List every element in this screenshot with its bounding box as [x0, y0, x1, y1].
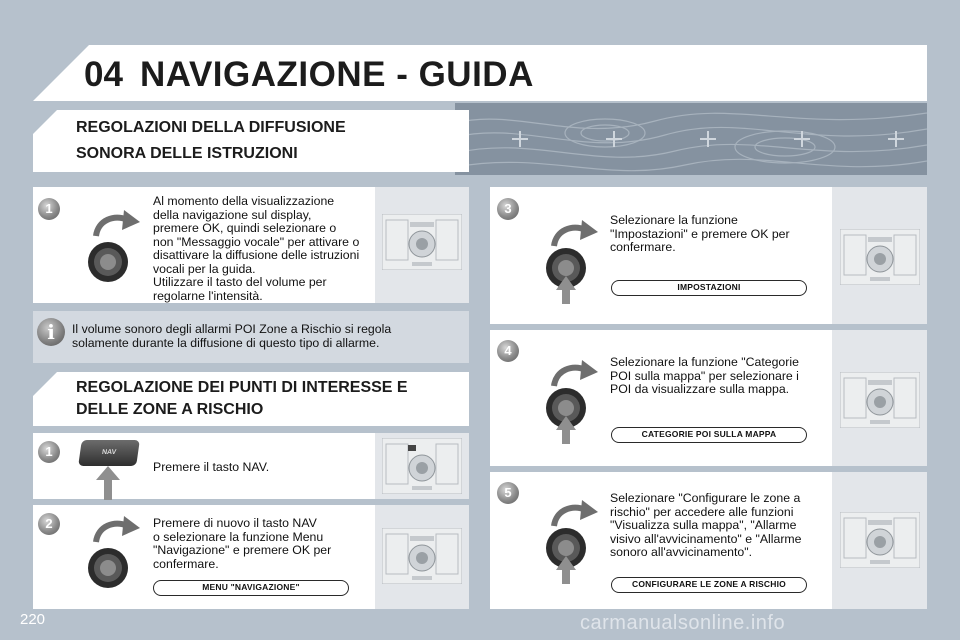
text-line: solamente durante la diffusione di questo tipo di allarme. — [72, 336, 380, 350]
text-line: confermare. — [610, 240, 676, 254]
press-arrow-icon — [96, 466, 120, 500]
text-line: confermare. — [153, 556, 219, 571]
page-title: NAVIGAZIONE - GUIDA — [140, 55, 534, 94]
text-line: POI da visualizzare sulla mappa. — [610, 382, 790, 396]
text-line: Selezionare la funzione "Categorie — [610, 355, 799, 369]
text-line: Selezionare la funzione — [610, 213, 738, 227]
step-text: Premere il tasto NAV. — [153, 460, 270, 474]
section-heading-notch — [33, 110, 57, 134]
section-title-line1: REGOLAZIONI DELLA DIFFUSIONE — [76, 119, 346, 136]
text-line: Premere di nuovo il tasto NAV — [153, 516, 317, 530]
text-line: rischio" per accedere alle funzioni — [610, 504, 794, 519]
section-heading-notch — [33, 372, 57, 396]
header-notch — [33, 45, 89, 101]
radio-console-icon — [382, 438, 462, 494]
nav-key-icon: NAV — [78, 440, 140, 466]
text-line: "Visualizza sulla mappa", "Allarme — [610, 518, 797, 532]
text-line: visivo all'avvicinamento" e "Allarme — [610, 531, 802, 546]
page-number: 220 — [20, 611, 46, 628]
step-badge: 5 — [497, 482, 519, 504]
step-text — [153, 195, 373, 303]
rotary-knob-icon — [542, 356, 602, 444]
text-line: "Impostazioni" e premere OK per — [610, 226, 790, 241]
text-line: regolarne l'intensità. — [153, 288, 263, 303]
radio-console-icon — [840, 372, 920, 428]
step-badge: 4 — [497, 340, 519, 362]
info-note-text — [72, 322, 462, 350]
map-banner — [455, 103, 927, 175]
section-title-line1: REGOLAZIONE DEI PUNTI DI INTERESSE E — [76, 379, 408, 396]
text-line: POI sulla mappa" per selezionare i — [610, 368, 799, 383]
text-line: premere OK, quindi selezionare o — [153, 221, 337, 235]
menu-label-pill: MENU "NAVIGAZIONE" — [153, 580, 349, 596]
rotary-knob-icon — [84, 512, 144, 594]
text-line: "Navigazione" e premere OK per — [153, 543, 332, 557]
text-line: vocali per la guida. — [153, 261, 256, 276]
info-icon: i — [37, 318, 65, 346]
text-line: o selezionare la funzione Menu — [153, 529, 324, 544]
step-badge: 1 — [38, 441, 60, 463]
menu-label-pill: IMPOSTAZIONI — [611, 280, 807, 296]
step-text — [610, 492, 825, 560]
text-line: Il volume sonoro degli allarmi POI Zone a Rischio si regola — [72, 322, 392, 336]
chapter-number: 04 — [84, 55, 123, 94]
text-line: disattivare la diffusione delle istruzioni — [153, 248, 360, 262]
menu-label-pill: CONFIGURARE LE ZONE A RISCHIO — [611, 577, 807, 593]
text-line: Utilizzare il tasto del volume per — [153, 275, 327, 289]
watermark: carmanualsonline.info — [580, 612, 786, 634]
text-line: Selezionare "Configurare le zone a — [610, 491, 801, 505]
radio-console-icon — [840, 512, 920, 568]
text-line: Al momento della visualizzazione — [153, 194, 335, 208]
step-text — [153, 517, 363, 571]
step-badge: 3 — [497, 198, 519, 220]
section-title-line2: DELLE ZONE A RISCHIO — [76, 401, 264, 418]
step-badge: 2 — [38, 513, 60, 535]
radio-console-icon — [840, 229, 920, 285]
text-line: della navigazione sul display, — [153, 207, 312, 222]
rotary-knob-icon — [84, 206, 144, 288]
radio-console-icon — [382, 528, 462, 584]
text-line: sonoro all'avvicinamento". — [610, 545, 753, 559]
radio-console-icon — [382, 214, 462, 270]
step-badge: 1 — [38, 198, 60, 220]
step-text — [610, 356, 825, 397]
step-text — [610, 214, 820, 255]
text-line: non "Messaggio vocale" per attivare o — [153, 234, 360, 249]
section-title-line2: SONORA DELLE ISTRUZIONI — [76, 145, 298, 162]
menu-label-pill: CATEGORIE POI SULLA MAPPA — [611, 427, 807, 443]
rotary-knob-icon — [542, 216, 602, 304]
rotary-knob-icon — [542, 496, 602, 584]
